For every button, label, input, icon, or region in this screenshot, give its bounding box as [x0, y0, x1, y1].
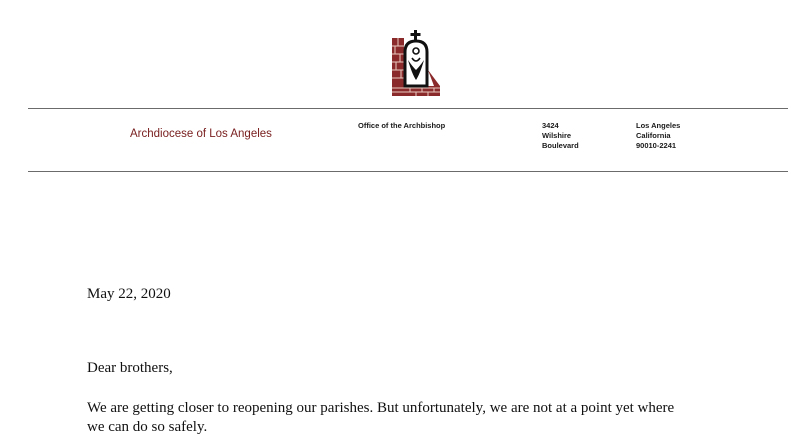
archdiocese-seal-icon [388, 30, 444, 98]
body-line: We are getting closer to reopening our parishes. But unfortunately, we are not at a point yet where [87, 400, 675, 416]
street-line: Boulevard [542, 141, 579, 150]
letter-body [87, 399, 767, 437]
city-address [636, 121, 680, 151]
office-name: Office of the Archbishop [358, 121, 446, 130]
letter-date: May 22, 2020 [87, 286, 171, 302]
street-address [542, 121, 579, 151]
street-line: Wilshire [542, 131, 572, 140]
header-top-rule [28, 108, 788, 109]
header-bottom-rule [28, 171, 788, 172]
letter-salutation: Dear brothers, [87, 360, 173, 376]
city-line: California [636, 131, 671, 140]
street-line: 3424 [542, 121, 559, 130]
city-line: 90010-2241 [636, 141, 677, 150]
city-line: Los Angeles [636, 121, 681, 130]
body-line: we can do so safely. [87, 419, 208, 435]
organization-name: Archdiocese of Los Angeles [130, 128, 272, 140]
